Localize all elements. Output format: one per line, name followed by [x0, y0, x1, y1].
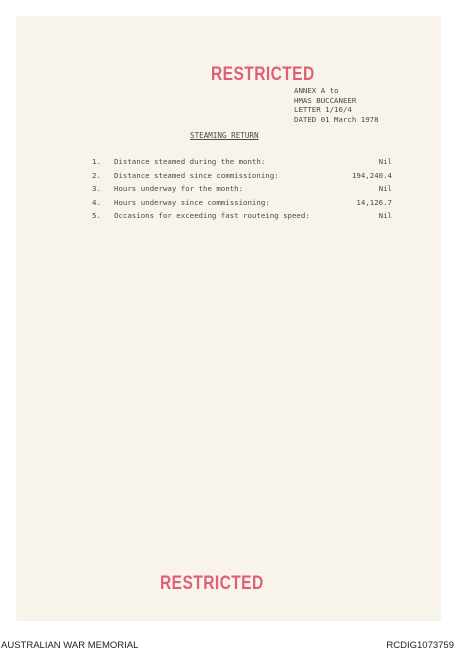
item-number: 5.: [92, 211, 101, 221]
steaming-return-list: [92, 157, 402, 225]
annex-line: DATED 01 March 1978: [294, 114, 379, 124]
item-label: Distance steamed during the month:: [114, 157, 266, 166]
item-value: Nil: [378, 157, 392, 166]
item-label: Hours underway for the month:: [114, 184, 244, 194]
document-heading: STEAMING RETURN: [190, 131, 259, 140]
list-item: [92, 184, 402, 198]
annex-reference-block: [294, 86, 379, 124]
document-page: [17, 17, 440, 620]
archive-credit: AUSTRALIAN WAR MEMORIAL: [1, 640, 139, 651]
list-item: [92, 171, 402, 185]
archive-reference-id: RCDIG1073759: [386, 640, 454, 651]
annex-line: LETTER 1/16/4: [294, 105, 352, 115]
item-number: 1.: [92, 157, 101, 166]
item-label: Distance steamed since commissioning:: [114, 170, 279, 180]
list-item: [92, 211, 402, 225]
restricted-stamp-bottom: RESTRICTED: [160, 573, 264, 594]
list-item: [92, 198, 402, 212]
item-label: Hours underway since commissioning:: [114, 197, 270, 207]
item-value: 14,126.7: [356, 197, 392, 207]
item-number: 4.: [92, 197, 101, 207]
item-value: Nil: [378, 184, 392, 194]
restricted-stamp-top: RESTRICTED: [211, 64, 315, 85]
item-label: Occasions for exceeding fast routeing speed:: [114, 211, 310, 221]
list-item: [92, 157, 402, 171]
item-number: 3.: [92, 184, 101, 194]
annex-line: ANNEX A to: [294, 86, 339, 95]
item-value: 194,240.4: [351, 170, 392, 180]
item-number: 2.: [92, 170, 101, 180]
annex-line: HMAS BUCCANEER: [294, 95, 357, 105]
item-value: Nil: [378, 211, 392, 221]
